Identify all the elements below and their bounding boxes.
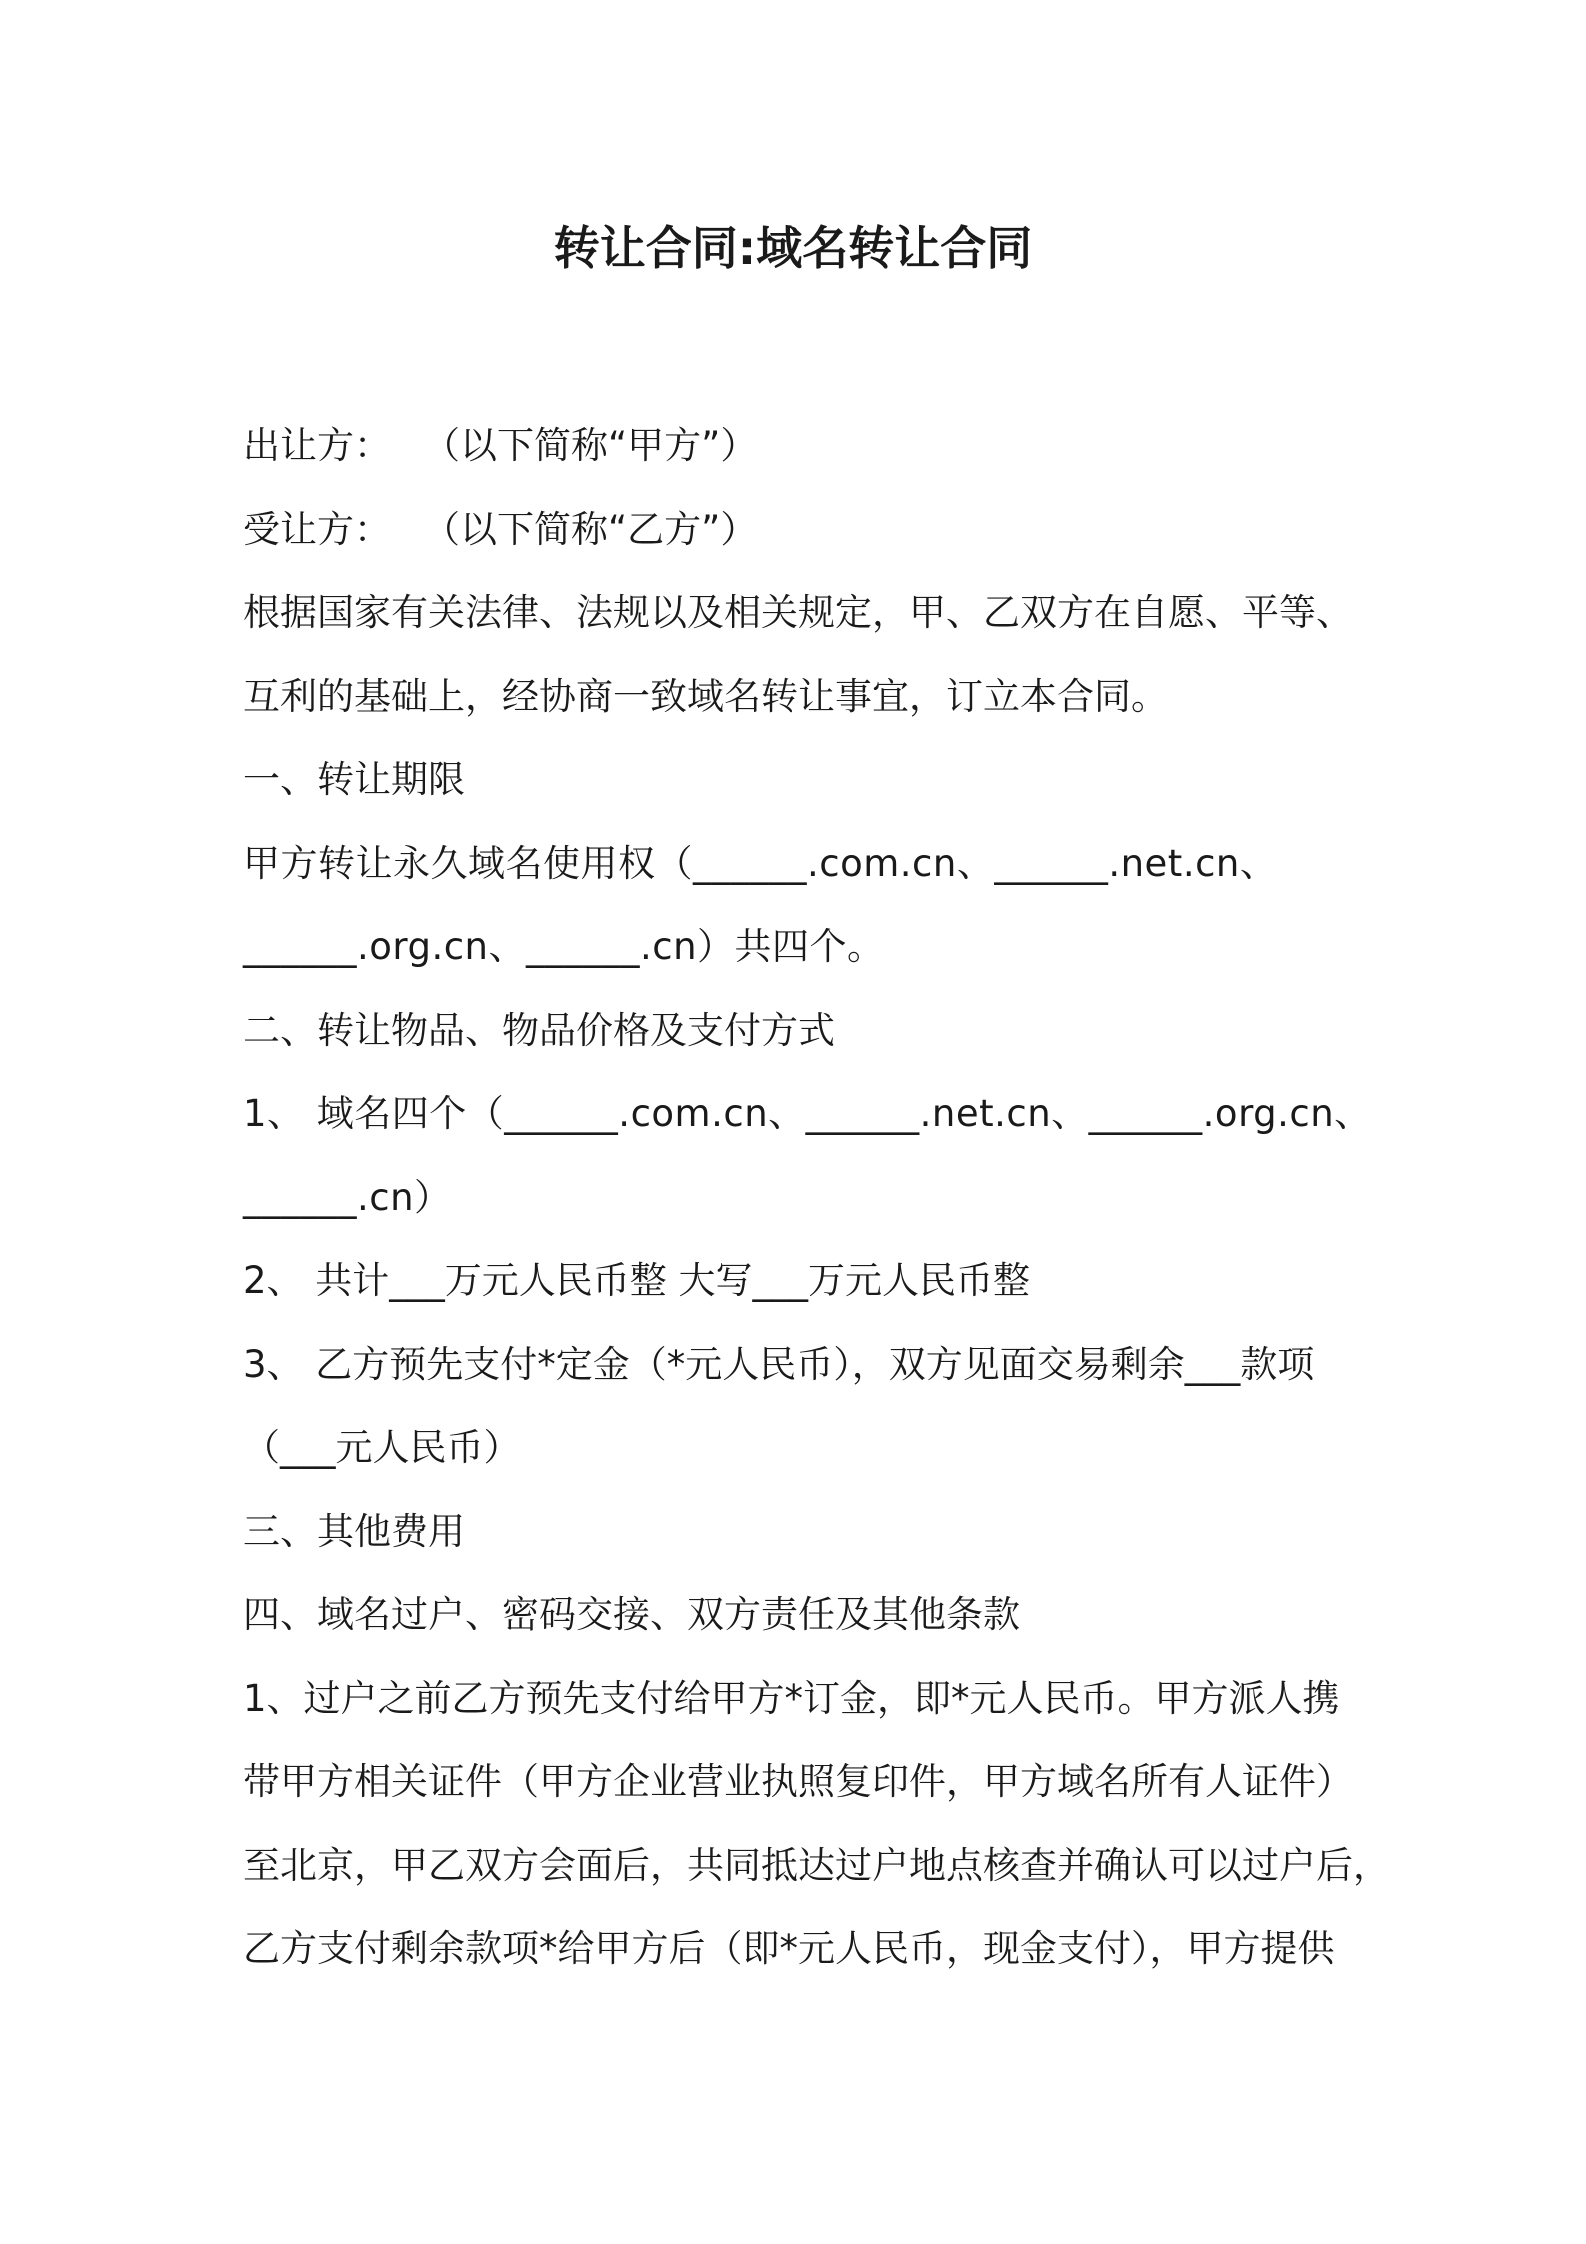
paragraph-line: 乙方支付剩余款项*给甲方后（即*元人民币，现金支付），甲方提供 bbox=[243, 1927, 1335, 1970]
party-transferee-label: 受让方： bbox=[243, 507, 391, 551]
paragraph-line: ______.org.cn、______.cn）共四个。 bbox=[243, 925, 885, 968]
paragraph-line: 带甲方相关证件（甲方企业营业执照复印件，甲方域名所有人证件） bbox=[243, 1760, 1353, 1803]
section-heading: 四、域名过户、密码交接、双方责任及其他条款 bbox=[243, 1593, 1020, 1636]
section-heading: 一、转让期限 bbox=[243, 758, 465, 801]
list-item-continuation: ______.cn） bbox=[243, 1175, 452, 1219]
party-transferor-line bbox=[243, 404, 1363, 488]
document-body bbox=[243, 404, 1390, 1991]
paragraph-line: 1、过户之前乙方预先支付给甲方*订金，即*元人民币。甲方派人携 bbox=[243, 1676, 1340, 1720]
list-item: 2、 共计___万元人民币整 大写___万元人民币整 bbox=[243, 1259, 1031, 1302]
party-transferee-line bbox=[243, 488, 1363, 572]
party-transferor-text: （以下简称“甲方”） bbox=[423, 424, 758, 467]
party-transferee-text: （以下简称“乙方”） bbox=[423, 507, 758, 551]
list-item: 3、 乙方预先支付*定金（*元人民币），双方见面交易剩余___款项 bbox=[243, 1342, 1315, 1386]
section-heading: 二、转让物品、物品价格及支付方式 bbox=[243, 1008, 835, 1052]
paragraph-line: 至北京，甲乙双方会面后，共同抵达过户地点核查并确认可以过户后， bbox=[243, 1843, 1390, 1887]
paragraph-line: 互利的基础上，经协商一致域名转让事宜，订立本合同。 bbox=[243, 674, 1168, 718]
document-title: 转让合同:域名转让合同 bbox=[553, 221, 1033, 275]
party-transferor-label: 出让方： bbox=[243, 424, 391, 467]
paragraph-line: 甲方转让永久域名使用权（______.com.cn、______.net.cn、 bbox=[243, 841, 1278, 885]
section-heading: 三、其他费用 bbox=[243, 1509, 465, 1553]
paragraph-line: 根据国家有关法律、法规以及相关规定，甲、乙双方在自愿、平等、 bbox=[243, 591, 1353, 634]
list-item-continuation: （___元人民币） bbox=[243, 1426, 521, 1469]
list-item: 1、 域名四个（______.com.cn、______.net.cn、______.org.cn、 bbox=[243, 1092, 1372, 1135]
